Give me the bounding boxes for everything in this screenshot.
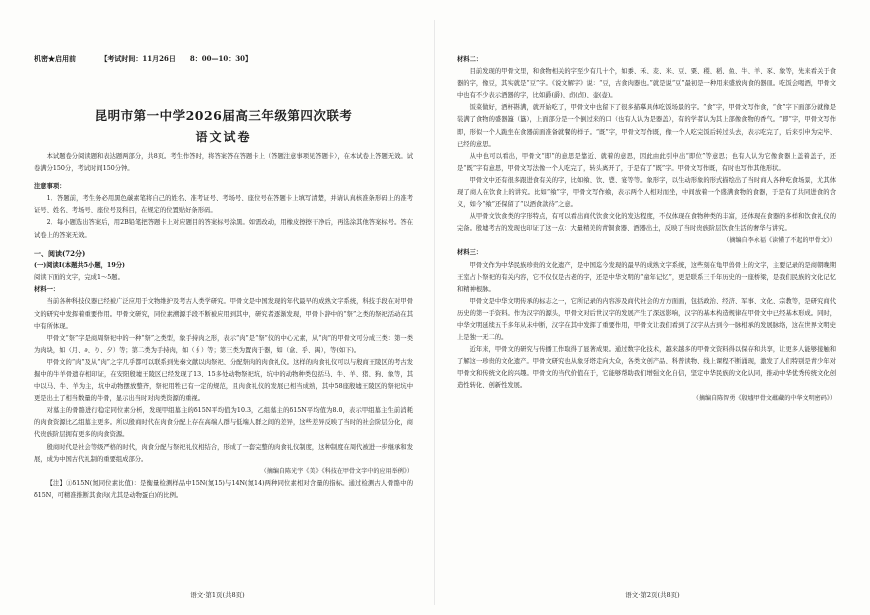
page-2-footer: 语文·第2页(共8页) xyxy=(625,591,680,599)
section-reading-1: (一)阅读Ⅰ(本题共5小题，19分) xyxy=(34,262,125,270)
material-3-paragraph: 甲骨文作为中华民族珍贵的文化遗产，是中国迄今发现的最早的成熟文字系统，这些刻在龟甲兽骨上的文字，主要记录的是商朝晚期王室占卜祭祀的有关内容，它不仅仅是古老的字，还是中华文明的“童年记忆”，更是联系三千年历史的一座桥梁，是我们民族的文化记忆和精神根脉。 xyxy=(457,261,836,293)
page-2 xyxy=(435,0,870,615)
material-2-paragraph: 饭菜做好，酒杯斟满，就开始吃了，甲骨文中也留下了很多描摹具体吃饭场景的字。“食”字，甲骨文写作食，“食”字下面部分就像是装满了食物的盛器簋（簋），上面部分是一个倒过来的口（也有人认为是器盖），有的学者认为其上部像食物的香气。“即”字，甲骨文写作即，形似一个人跪坐在食器前面准备就餐的样子。“既”字，甲骨文写作既，像一个人吃完饭后转过头去，表示吃完了，后来引申为完毕、已经的意思。 xyxy=(457,104,836,148)
section-reading: 一、阅读(72分) xyxy=(34,248,86,258)
secret-label: 机密★启用前 xyxy=(34,54,76,63)
exam-subject: 语文试卷 xyxy=(195,130,252,144)
material-3-label: 材料三： xyxy=(457,249,483,257)
exam-header xyxy=(34,54,413,64)
notice-item-1: 1．答题前，考生务必用黑色碳素笔将自己的姓名、准考证号、考场号、座位号在答题卡上填写清楚，并请认真核准条形码上的准考证号、姓名、考场号、座位号及科目，在规定的位置贴好条形码。 xyxy=(34,195,413,215)
exam-intro: 本试题卷分阅读题和表达题两部分，共8页。考生作答时，将答案答在答题卡上（答题注意事项见答题卡），在本试卷上答题无效。试卷满分150分，考试时间150分钟。 xyxy=(34,153,413,173)
material-3-source: （摘编自陈智勇《殷墟甲骨文蕴藏的中华文明密码》） xyxy=(692,394,836,402)
material-2-label: 材料二： xyxy=(457,56,483,63)
material-2-source: （摘编自李永福《读懂了不起的甲骨文》） xyxy=(723,237,836,245)
material-1-label: 材料一： xyxy=(34,286,60,294)
material-2-paragraph: 目前发现的甲骨文里，和食物相关的字至少有几十个，如黍、禾、麦、米、豆、粟、稷、稻、鱼、牛、羊、豕、象等，先来看关于食器的字，像豆，其实就是“豆”字。《说文解字》说：“豆，古食肉器也。”就是说“豆”最初是一种用来盛放肉食的器皿。吃饭会喝酒，甲骨文中也有不少表示酒器的字，比如爵(爵)、卣(卣)、壶(壶)。 xyxy=(457,68,836,100)
exam-time: 【考试时间：11月26日 8：00—10：30】 xyxy=(100,54,253,63)
material-3-paragraph: 近年来，甲骨文的研究与传播工作取得了显著成果。通过数字化技术，越来越多的甲骨文资料得以保存和共享，让更多人能够接触和了解这一珍贵的文化遗产。甲骨文研究也从象牙塔走向大众，各类文创产品、科普读物、线上课程不断涌现，激发了人们特别是青少年对甲骨文和传统文化的兴趣。甲骨文的当代价值在于，它能够帮助我们增强文化自信，坚定中华民族的文化认同，推动中华优秀传统文化创造性转化、创新性发展。 xyxy=(457,346,836,390)
notice-title: 注意事项： xyxy=(34,183,66,191)
material-1-note: 【注】①δ15N(氮同位素比值)：是衡量检测样品中15N(氮15)与14N(氮14)两种同位素相对含量的指标。通过检测古人骨骼中的δ15N，可精准推断其食肉(尤其是动物蛋白)的比例。 xyxy=(34,479,413,499)
material-1-paragraph: 当前各种科技仪器已经被广泛应用于文物维护及考古人类学研究。甲骨文是中国发现的年代最早的成熟文字系统，科技手段在对甲骨文的研究中发挥着重要作用。甲骨文研究，同位素溯源手段不断被应用到其中，研究者逐渐发现，甲骨卜辞中的“祭”之类的祭祀活动在其中有所体现。 xyxy=(34,298,413,330)
material-2-paragraph: 从中也可以看出，甲骨文“即”的意思是靠近、就着的意思，因此由此引申出“即位”等意思；也有人认为它像食器上盖着盖子，还是“既”字有意思，甲骨文写法像一个人吃完了，转头离开了，于是有了“既”字。甲骨文写作既，有时也写作其他形状。 xyxy=(457,152,836,172)
material-3-paragraph: 甲骨文是中华文明传承的标志之一，它所记录的内容涉及商代社会的方方面面，包括政治、经济、军事、文化、宗教等，是研究商代历史的第一手资料。作为汉字的源头，甲骨文对后世汉字的发展产生了深远影响，汉字的基本构造规律在甲骨文中已经基本形成。同时，中华文明延续五千多年从未中断，汉字在其中发挥了重要作用，甲骨文让我们看到了汉字从古到今一脉相承的发展脉络，这在世界文明史上是独一无二的。 xyxy=(457,297,836,342)
material-1-paragraph: 甲骨文“祭”字是商周祭祀中的一种“祭”之类型，象手持肉之形，表示“肉”是“祭”仪的中心元素，从“肉”的甲骨文可分成三类：第一类为肉块，如（月、∂、り、夕）等；第二类为手持肉，如（∮）等；第三类为置肉于器，如（盒、乎、禺），等(如下)。 xyxy=(34,334,413,354)
material-2-paragraph: 从甲骨文饮食类的字形特点，有可以看出商代饮食文化的发达程度，不仅体现在食物种类的丰富，还体现在食器的多样和饮食礼仪的完备。殷墟考古的发现也印证了这一点：大量精美的青铜食器、酒器出土，反映了当时贵族阶层饮食生活的奢华与讲究。 xyxy=(457,213,836,233)
exam-title: 昆明市第一中学2026届高三年级第四次联考 xyxy=(94,108,353,123)
notice-item-2: 2．每小题选出答案后，用2B铅笔把答题卡上对应题目的答案标号涂黑。如需改动，用橡皮擦擦干净后，再选涂其他答案标号。答在试卷上的答案无效。 xyxy=(34,219,413,239)
material-1-paragraph: 甲骨文的“肉”及从“肉”之字几乎都可以联系到先秦文献以肉祭祀、分配祭肉的肉食礼仪。这样的肉食礼仪可以与殷商王陵区的考古发掘中的牛羊骨遗存相印证，在安阳殷墟王陵区已经发现了13、15多处动物祭祀坑，坑中的动物种类包括马、牛、羊、猪、狗、象等，其中以马、牛、羊为主，坑中动物摆放整齐，祭祀用牲已有一定的规范，且肉食礼仪的发展已相当成熟，其中58座殷墟王陵区的祭祀坑中更是出土了相当数量的牛骨，显示出当时对肉类资源的重视。 xyxy=(34,358,413,403)
material-1-source: （摘编自陈光宇《美》《科技在甲骨文字中的应用举例》） xyxy=(260,467,413,475)
page-1-footer: 语文·第1页(共8页) xyxy=(190,591,245,599)
material-1-paragraph: 殷商时代是社会等级严格的时代，肉食分配与祭祀礼仪相结合，形成了一套完整的肉食礼仪制度，这种制度在周代被进一步继承和发展，成为中国古代礼制的重要组成部分。 xyxy=(34,443,413,463)
reading-instruction: 阅读下面的文字，完成1～5题。 xyxy=(34,274,124,282)
material-2-paragraph: 甲骨文中还有很多跟进食有关的字，比如飨、饮、鬯、宴等等。象形字，以生动形象的形式描绘出了当时商人各种吃食场景，尤其体现了商人在饮食上的讲究。比如“飨”字，甲骨文写作飨，表示两个人相对而坐，中间放着一个盛满食物的食器，于是有了共同进食的含义，如今“飨”还保留了“以酒食款待”之意。 xyxy=(457,176,836,209)
material-1-paragraph: 对墓主的骨骼进行稳定同位素分析，发现甲组墓主的δ15N平均值为10.3，乙组墓主的δ15N平均值为8.0，表示甲组墓主生前消耗的肉食资源比乙组墓主更多。所以殷商时代在肉食分配上存在高端人群与低端人群之间的差异，这些差异反映了当时的社会阶层分化，商代贵族阶层拥有更多的肉食资源。 xyxy=(34,407,413,439)
